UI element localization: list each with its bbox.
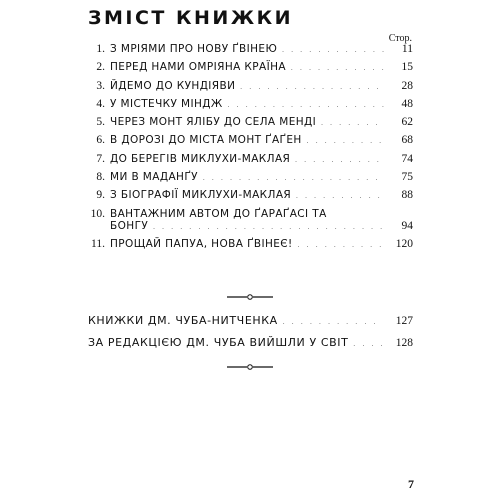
entry-title: ПРОЩАЙ ПАПУА, НОВА ҐВІНЕЄ! . . . bbox=[110, 235, 385, 254]
entry-page: 74 bbox=[401, 152, 413, 165]
toc-entry[interactable] bbox=[88, 77, 413, 95]
entry-page: 28 bbox=[401, 79, 413, 92]
entry-title: З МРІЯМИ ПРО НОВУ ҐВІНЕЮ . . . bbox=[110, 40, 385, 59]
books-entry[interactable] bbox=[88, 310, 413, 332]
toc-entry[interactable] bbox=[88, 205, 413, 235]
entry-page: 48 bbox=[401, 97, 413, 110]
toc-entry[interactable] bbox=[88, 58, 413, 76]
entry-title: ДО БЕРЕГІВ МИКЛУХИ-МАКЛАЯ . . . bbox=[110, 150, 385, 169]
entry-title: ЧЕРЕЗ МОНТ ЯЛІБУ ДО СЕЛА МЕНДІ . . . bbox=[110, 113, 385, 132]
toc-entry[interactable] bbox=[88, 235, 413, 253]
ornament-divider bbox=[227, 294, 273, 300]
table-of-contents bbox=[88, 40, 413, 253]
entry-title: З БІОГРАФІЇ МИКЛУХИ-МАКЛАЯ . . . bbox=[110, 186, 385, 205]
entry-title-continued: БОНГУ . . . bbox=[110, 217, 385, 236]
entry-page: 127 bbox=[395, 315, 413, 327]
entry-number: 7. bbox=[96, 152, 105, 165]
entry-page: 62 bbox=[401, 116, 413, 129]
toc-entry[interactable] bbox=[88, 150, 413, 168]
entry-title: ВАНТАЖНИМ АВТОМ ДО ҐАРАҐАСІ ТА bbox=[110, 207, 327, 220]
entry-number: 1. bbox=[96, 43, 105, 55]
entry-title: ЗА РЕДАКЦІЄЮ ДМ. ЧУБА ВИЙШЛИ У СВІТ . . . bbox=[88, 332, 383, 355]
ornament-divider bbox=[227, 364, 273, 370]
page-column-label: Стор. bbox=[388, 33, 412, 44]
entry-number: 4. bbox=[96, 97, 105, 110]
entry-page: 11 bbox=[401, 43, 413, 55]
entry-page: 15 bbox=[401, 61, 413, 74]
toc-entry[interactable] bbox=[88, 95, 413, 113]
page-title: ЗМІСТ КНИЖКИ bbox=[88, 7, 294, 29]
page-number: 7 bbox=[408, 477, 414, 491]
books-section bbox=[88, 310, 413, 354]
toc-entry[interactable] bbox=[88, 113, 413, 131]
entry-title: ПЕРЕД НАМИ ОМРІЯНА КРАЇНА . . . bbox=[110, 58, 385, 77]
entry-number: 10. bbox=[90, 207, 105, 220]
entry-title: В ДОРОЗІ ДО МІСТА МОНТ ҐАҐЕН . . . bbox=[110, 131, 385, 150]
toc-entry[interactable] bbox=[88, 131, 413, 149]
toc-entry[interactable] bbox=[88, 168, 413, 186]
entry-number: 6. bbox=[96, 134, 105, 147]
entry-title: У МІСТЕЧКУ МІНДЖ . . . bbox=[110, 95, 385, 114]
entry-page: 68 bbox=[401, 134, 413, 147]
entry-title: ЙДЕМО ДО КУНДІЯВИ . . . bbox=[110, 77, 385, 96]
books-entry[interactable] bbox=[88, 332, 413, 354]
entry-title: КНИЖКИ ДМ. ЧУБА-НИТЧЕНКА . . . bbox=[88, 310, 383, 333]
entry-number: 8. bbox=[96, 171, 105, 184]
entry-page: 75 bbox=[401, 171, 413, 184]
entry-page: 120 bbox=[395, 237, 413, 250]
entry-page: 94 bbox=[401, 219, 413, 232]
entry-page: 128 bbox=[395, 337, 413, 349]
entry-page: 88 bbox=[401, 189, 413, 202]
toc-entry[interactable] bbox=[88, 40, 413, 58]
entry-title: МИ В МАДАНҐУ . . . bbox=[110, 168, 385, 187]
entry-number: 3. bbox=[96, 79, 105, 92]
entry-number: 5. bbox=[96, 116, 105, 129]
entry-number: 9. bbox=[96, 189, 105, 202]
entry-number: 2. bbox=[96, 61, 105, 74]
toc-entry[interactable] bbox=[88, 186, 413, 204]
entry-number: 11. bbox=[91, 237, 105, 250]
